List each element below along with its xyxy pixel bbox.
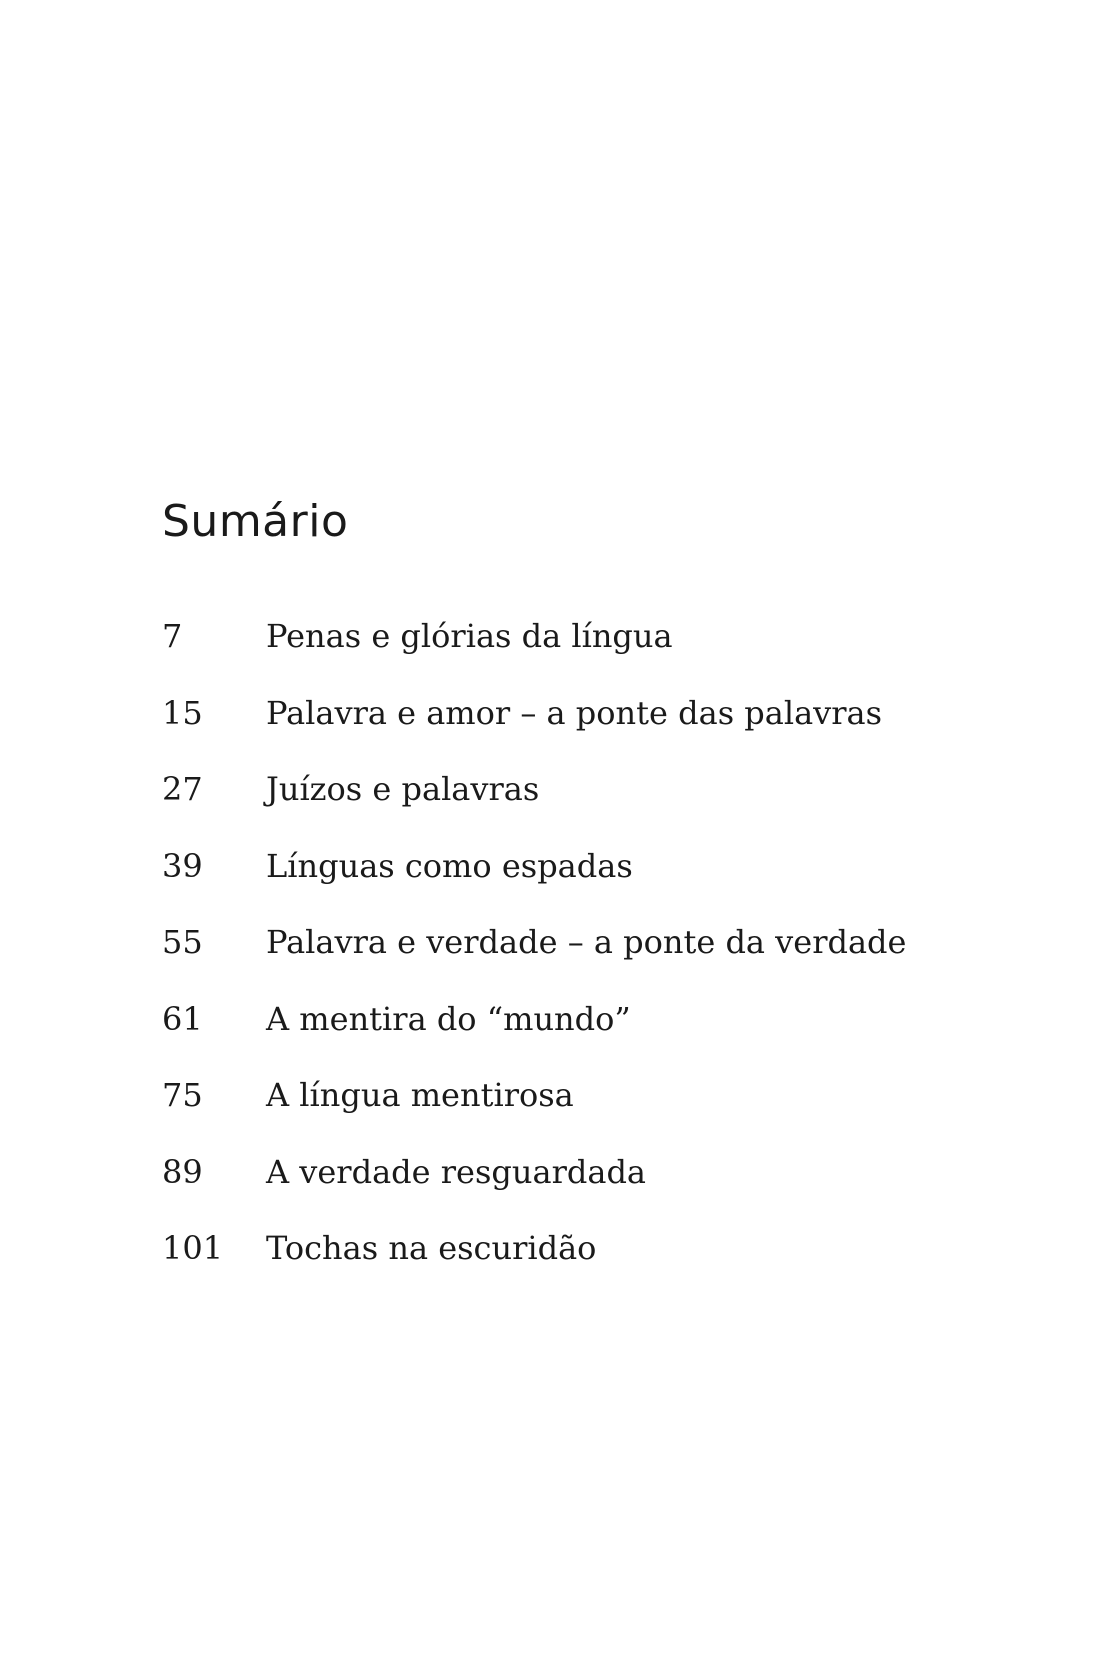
toc-entry <box>162 1077 1022 1154</box>
table-of-contents <box>162 490 1022 1267</box>
toc-entry <box>162 695 1022 772</box>
toc-entry <box>162 771 1022 848</box>
toc-list <box>162 618 1022 1307</box>
toc-page-number: 39 <box>162 846 203 885</box>
toc-page-number: 55 <box>162 923 203 961</box>
toc-entry-title: Penas e glórias da língua <box>266 617 673 655</box>
toc-page-number: 75 <box>162 1076 203 1114</box>
toc-page-number: 101 <box>162 1229 224 1267</box>
toc-entry-title: A mentira do “mundo” <box>266 999 631 1038</box>
toc-entry-title: Palavra e amor – a ponte das palavras <box>266 693 883 732</box>
toc-entry-title: A verdade resguardada <box>266 1152 646 1191</box>
toc-entry <box>162 924 1022 1001</box>
toc-page-number: 27 <box>162 770 203 808</box>
toc-page-number: 15 <box>162 693 203 732</box>
toc-entry-title: Tochas na escuridão <box>266 1229 597 1267</box>
toc-entry <box>162 1001 1022 1078</box>
toc-entry <box>162 1230 1022 1307</box>
toc-entry <box>162 848 1022 925</box>
toc-entry-title: Palavra e verdade – a ponte da verdade <box>266 923 907 961</box>
toc-page-number: 7 <box>162 617 183 655</box>
toc-entry-title: Juízos e palavras <box>266 770 540 808</box>
toc-entry-title: Línguas como espadas <box>266 846 633 885</box>
toc-page-number: 89 <box>162 1152 203 1191</box>
toc-entry-title: A língua mentirosa <box>266 1076 574 1114</box>
toc-page-number: 61 <box>162 999 203 1038</box>
toc-entry <box>162 1154 1022 1231</box>
page-title: Sumário <box>162 496 349 547</box>
toc-entry <box>162 618 1022 695</box>
